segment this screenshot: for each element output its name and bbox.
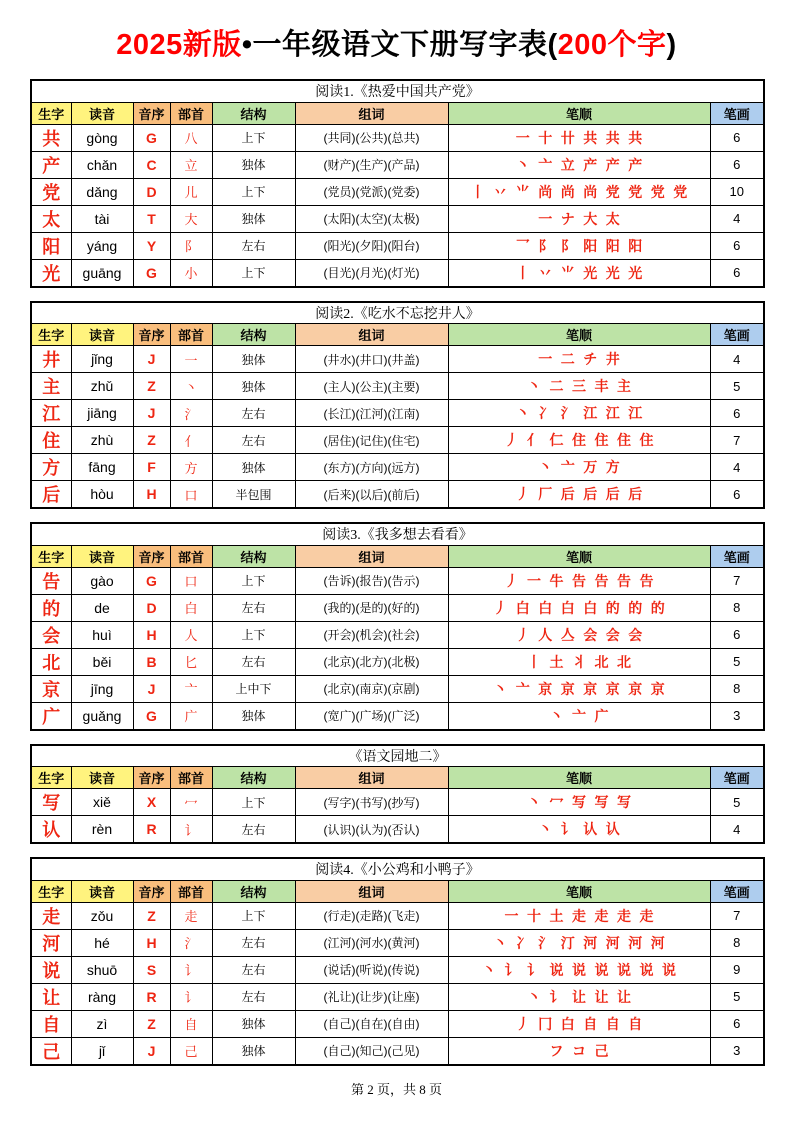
words-cell: (后来)(以后)(前后) [295,481,448,509]
pinyin-cell: zǒu [71,902,133,929]
structure-cell: 独体 [212,205,295,232]
strokes-cell: 丶 冫 氵 汀 河 河 河 河 [448,929,710,956]
table-row [31,454,764,481]
radical-cell: 白 [170,594,212,621]
column-header-count: 笔画 [710,545,764,567]
char-cell: 广 [31,702,71,730]
column-header-structure: 结构 [212,324,295,346]
title-middle: •一年级语文下册写字表( [241,29,558,61]
column-header-pinyin: 读音 [71,545,133,567]
pinyin-cell: zhǔ [71,373,133,400]
structure-cell: 左右 [212,648,295,675]
strokes-cell: 一 二 チ 井 [448,346,710,373]
column-header-row [31,545,764,567]
column-header-pinyin: 读音 [71,767,133,789]
count-cell: 5 [710,789,764,816]
char-cell: 阳 [31,232,71,259]
structure-cell: 独体 [212,346,295,373]
table-row [31,902,764,929]
char-cell: 写 [31,789,71,816]
column-header-char: 生字 [31,880,71,902]
initial-cell: X [133,789,170,816]
title-suffix: ) [666,29,677,61]
pinyin-cell: gòng [71,124,133,151]
pinyin-cell: yáng [71,232,133,259]
column-header-words: 组词 [295,880,448,902]
table-row [31,929,764,956]
table-row [31,427,764,454]
initial-cell: F [133,454,170,481]
words-cell: (东方)(方向)(远方) [295,454,448,481]
strokes-cell: 丶 亠 京 京 京 京 京 京 [448,675,710,702]
strokes-cell: 一 ナ 大 太 [448,205,710,232]
structure-cell: 左右 [212,232,295,259]
char-cell: 的 [31,594,71,621]
radical-cell: 己 [170,1037,212,1065]
char-cell: 共 [31,124,71,151]
radical-cell: 八 [170,124,212,151]
initial-cell: Z [133,427,170,454]
count-cell: 4 [710,205,764,232]
pinyin-cell: zì [71,1010,133,1037]
table-row [31,346,764,373]
table-row [31,151,764,178]
structure-cell: 半包围 [212,481,295,509]
count-cell: 8 [710,929,764,956]
count-cell: 7 [710,902,764,929]
table-row [31,983,764,1010]
char-cell: 告 [31,567,71,594]
structure-cell: 左右 [212,983,295,1010]
column-header-words: 组词 [295,545,448,567]
column-header-row [31,880,764,902]
count-cell: 6 [710,151,764,178]
strokes-cell: 丿 亻 仁 住 住 住 住 [448,427,710,454]
strokes-cell: 乛 阝 阝 阳 阳 阳 [448,232,710,259]
radical-cell: 氵 [170,929,212,956]
words-cell: (开会)(机会)(社会) [295,621,448,648]
table-row [31,567,764,594]
words-cell: (太阳)(太空)(太极) [295,205,448,232]
count-cell: 4 [710,454,764,481]
pinyin-cell: dǎng [71,178,133,205]
table-row [31,594,764,621]
column-header-strokes: 笔顺 [448,545,710,567]
char-cell: 后 [31,481,71,509]
initial-cell: S [133,956,170,983]
initial-cell: J [133,675,170,702]
structure-cell: 独体 [212,702,295,730]
column-header-strokes: 笔顺 [448,102,710,124]
count-cell: 5 [710,648,764,675]
words-cell: (目光)(月光)(灯光) [295,259,448,287]
words-cell: (北京)(南京)(京剧) [295,675,448,702]
initial-cell: J [133,400,170,427]
column-header-row [31,324,764,346]
column-header-row [31,102,764,124]
words-cell: (我的)(是的)(好的) [295,594,448,621]
char-cell: 太 [31,205,71,232]
structure-cell: 上下 [212,178,295,205]
radical-cell: 自 [170,1010,212,1037]
initial-cell: T [133,205,170,232]
count-cell: 4 [710,346,764,373]
structure-cell: 独体 [212,151,295,178]
count-cell: 4 [710,816,764,844]
count-cell: 9 [710,956,764,983]
char-cell: 自 [31,1010,71,1037]
pinyin-cell: ràng [71,983,133,1010]
char-cell: 走 [31,902,71,929]
char-cell: 让 [31,983,71,1010]
words-cell: (财产)(生产)(产品) [295,151,448,178]
structure-cell: 独体 [212,1037,295,1065]
table-row [31,259,764,287]
char-cell: 己 [31,1037,71,1065]
pinyin-cell: guāng [71,259,133,287]
char-cell: 井 [31,346,71,373]
pinyin-cell: guǎng [71,702,133,730]
char-cell: 河 [31,929,71,956]
column-header-count: 笔画 [710,767,764,789]
count-cell: 6 [710,481,764,509]
words-cell: (认识)(认为)(否认) [295,816,448,844]
radical-cell: 儿 [170,178,212,205]
strokes-cell: 丶 讠 让 让 让 [448,983,710,1010]
structure-cell: 上下 [212,789,295,816]
pinyin-cell: tài [71,205,133,232]
strokes-cell: 丿 厂 后 后 后 后 [448,481,710,509]
structure-cell: 上下 [212,124,295,151]
column-header-strokes: 笔顺 [448,880,710,902]
strokes-cell: 丿 一 牛 告 告 告 告 [448,567,710,594]
radical-cell: 一 [170,346,212,373]
words-cell: (江河)(河水)(黄河) [295,929,448,956]
count-cell: 5 [710,373,764,400]
char-cell: 认 [31,816,71,844]
table-row [31,1037,764,1065]
initial-cell: G [133,702,170,730]
radical-cell: 走 [170,902,212,929]
section-table [30,79,765,288]
column-header-initial: 音序 [133,102,170,124]
column-header-count: 笔画 [710,324,764,346]
table-row [31,373,764,400]
column-header-row [31,767,764,789]
column-header-strokes: 笔顺 [448,324,710,346]
count-cell: 10 [710,178,764,205]
initial-cell: H [133,621,170,648]
column-header-radical: 部首 [170,767,212,789]
words-cell: (井水)(井口)(井盖) [295,346,448,373]
section-heading: 阅读4.《小公鸡和小鸭子》 [31,858,764,880]
table-row [31,789,764,816]
pinyin-cell: hòu [71,481,133,509]
pinyin-cell: huì [71,621,133,648]
pinyin-cell: chǎn [71,151,133,178]
words-cell: (长江)(江河)(江南) [295,400,448,427]
column-header-initial: 音序 [133,880,170,902]
initial-cell: H [133,481,170,509]
table-row [31,400,764,427]
column-header-pinyin: 读音 [71,880,133,902]
column-header-count: 笔画 [710,880,764,902]
column-header-structure: 结构 [212,545,295,567]
structure-cell: 左右 [212,400,295,427]
column-header-structure: 结构 [212,880,295,902]
initial-cell: G [133,259,170,287]
strokes-cell: 丶 亠 立 产 产 产 [448,151,710,178]
pinyin-cell: jǐng [71,346,133,373]
column-header-radical: 部首 [170,880,212,902]
char-cell: 党 [31,178,71,205]
count-cell: 6 [710,621,764,648]
table-row [31,1010,764,1037]
section-heading: 阅读1.《热爱中国共产党》 [31,80,764,102]
words-cell: (告诉)(报告)(告示) [295,567,448,594]
pinyin-cell: jǐ [71,1037,133,1065]
radical-cell: 立 [170,151,212,178]
section-table [30,301,765,510]
structure-cell: 左右 [212,427,295,454]
count-cell: 5 [710,983,764,1010]
radical-cell: 阝 [170,232,212,259]
radical-cell: 人 [170,621,212,648]
table-row [31,956,764,983]
char-cell: 光 [31,259,71,287]
section-table [30,744,765,845]
count-cell: 3 [710,1037,764,1065]
char-cell: 会 [31,621,71,648]
column-header-char: 生字 [31,324,71,346]
count-cell: 6 [710,259,764,287]
strokes-cell: 丿 人 亼 会 会 会 [448,621,710,648]
char-cell: 北 [31,648,71,675]
structure-cell: 左右 [212,594,295,621]
section-heading: 《语文园地二》 [31,745,764,767]
words-cell: (自己)(知己)(己见) [295,1037,448,1065]
structure-cell: 上中下 [212,675,295,702]
words-cell: (说话)(听说)(传说) [295,956,448,983]
page-footer: 第 2 页，共 8 页 [350,1082,442,1097]
strokes-cell: 一 十 卄 共 共 共 [448,124,710,151]
radical-cell: 口 [170,481,212,509]
table-row [31,124,764,151]
words-cell: (阳光)(夕阳)(阳台) [295,232,448,259]
initial-cell: G [133,124,170,151]
char-cell: 主 [31,373,71,400]
column-header-char: 生字 [31,767,71,789]
char-cell: 产 [31,151,71,178]
initial-cell: B [133,648,170,675]
count-cell: 6 [710,124,764,151]
words-cell: (居住)(记住)(住宅) [295,427,448,454]
initial-cell: R [133,816,170,844]
strokes-cell: フ コ 己 [448,1037,710,1065]
char-cell: 住 [31,427,71,454]
initial-cell: H [133,929,170,956]
pinyin-cell: fāng [71,454,133,481]
radical-cell: 氵 [170,400,212,427]
table-row [31,621,764,648]
strokes-cell: 丶 冖 写 写 写 [448,789,710,816]
initial-cell: G [133,567,170,594]
initial-cell: Y [133,232,170,259]
pinyin-cell: běi [71,648,133,675]
table-row [31,205,764,232]
count-cell: 7 [710,567,764,594]
count-cell: 6 [710,232,764,259]
radical-cell: 口 [170,567,212,594]
words-cell: (自己)(自在)(自由) [295,1010,448,1037]
pinyin-cell: de [71,594,133,621]
count-cell: 6 [710,400,764,427]
column-header-initial: 音序 [133,767,170,789]
column-header-strokes: 笔顺 [448,767,710,789]
strokes-cell: 丨 丷 ⺌ 光 光 光 [448,259,710,287]
char-cell: 方 [31,454,71,481]
table-row [31,816,764,844]
strokes-cell: 丨 丷 ⺌ 尚 尚 尚 党 党 党 党 [448,178,710,205]
structure-cell: 独体 [212,373,295,400]
section-table [30,522,765,731]
initial-cell: C [133,151,170,178]
initial-cell: R [133,983,170,1010]
strokes-cell: 丶 讠 认 认 [448,816,710,844]
column-header-initial: 音序 [133,324,170,346]
initial-cell: J [133,1037,170,1065]
column-header-words: 组词 [295,767,448,789]
strokes-cell: 丿 冂 白 自 自 自 [448,1010,710,1037]
structure-cell: 左右 [212,929,295,956]
words-cell: (北京)(北方)(北极) [295,648,448,675]
page-title [30,22,763,63]
count-cell: 8 [710,675,764,702]
pinyin-cell: jiāng [71,400,133,427]
strokes-cell: 丶 二 三 丰 主 [448,373,710,400]
table-row [31,702,764,730]
count-cell: 7 [710,427,764,454]
column-header-structure: 结构 [212,767,295,789]
radical-cell: 亻 [170,427,212,454]
radical-cell: 讠 [170,983,212,1010]
pinyin-cell: xiě [71,789,133,816]
structure-cell: 独体 [212,1010,295,1037]
column-header-pinyin: 读音 [71,102,133,124]
table-row [31,232,764,259]
radical-cell: 方 [170,454,212,481]
radical-cell: 匕 [170,648,212,675]
count-cell: 8 [710,594,764,621]
words-cell: (共同)(公共)(总共) [295,124,448,151]
radical-cell: 大 [170,205,212,232]
initial-cell: J [133,346,170,373]
strokes-cell: 丶 亠 广 [448,702,710,730]
radical-cell: 讠 [170,816,212,844]
count-cell: 6 [710,1010,764,1037]
strokes-cell: 一 十 土 走 走 走 走 [448,902,710,929]
table-row [31,675,764,702]
column-header-radical: 部首 [170,324,212,346]
words-cell: (主人)(公主)(主要) [295,373,448,400]
char-cell: 京 [31,675,71,702]
initial-cell: D [133,178,170,205]
section-heading: 阅读3.《我多想去看看》 [31,523,764,545]
section-table [30,857,765,1066]
strokes-cell: 丶 讠 讠 说 说 说 说 说 说 [448,956,710,983]
initial-cell: Z [133,902,170,929]
table-row [31,648,764,675]
words-cell: (宽广)(广场)(广泛) [295,702,448,730]
count-cell: 3 [710,702,764,730]
column-header-count: 笔画 [710,102,764,124]
structure-cell: 上下 [212,259,295,287]
column-header-char: 生字 [31,102,71,124]
structure-cell: 上下 [212,567,295,594]
strokes-cell: 丨 土 丬 北 北 [448,648,710,675]
initial-cell: D [133,594,170,621]
words-cell: (礼让)(让步)(让座) [295,983,448,1010]
initial-cell: Z [133,1010,170,1037]
structure-cell: 上下 [212,621,295,648]
words-cell: (行走)(走路)(飞走) [295,902,448,929]
strokes-cell: 丿 白 白 白 白 的 的 的 [448,594,710,621]
column-header-structure: 结构 [212,102,295,124]
pinyin-cell: hé [71,929,133,956]
initial-cell: Z [133,373,170,400]
pinyin-cell: rèn [71,816,133,844]
structure-cell: 独体 [212,454,295,481]
radical-cell: 讠 [170,956,212,983]
column-header-char: 生字 [31,545,71,567]
table-row [31,481,764,509]
structure-cell: 左右 [212,816,295,844]
structure-cell: 左右 [212,956,295,983]
column-header-pinyin: 读音 [71,324,133,346]
pinyin-cell: zhù [71,427,133,454]
strokes-cell: 丶 冫 氵 江 江 江 [448,400,710,427]
pinyin-cell: gào [71,567,133,594]
table-row [31,178,764,205]
radical-cell: 小 [170,259,212,287]
title-highlight: 200个字 [557,29,667,61]
column-header-initial: 音序 [133,545,170,567]
column-header-words: 组词 [295,324,448,346]
words-cell: (党员)(党派)(党委) [295,178,448,205]
title-prefix: 2025新版 [116,29,242,61]
char-cell: 说 [31,956,71,983]
radical-cell: 亠 [170,675,212,702]
words-cell: (写字)(书写)(抄写) [295,789,448,816]
column-header-words: 组词 [295,102,448,124]
sections [30,79,763,1066]
structure-cell: 上下 [212,902,295,929]
char-cell: 江 [31,400,71,427]
column-header-radical: 部首 [170,102,212,124]
radical-cell: 冖 [170,789,212,816]
pinyin-cell: jīng [71,675,133,702]
column-header-radical: 部首 [170,545,212,567]
pinyin-cell: shuō [71,956,133,983]
radical-cell: 广 [170,702,212,730]
radical-cell: 丶 [170,373,212,400]
section-heading: 阅读2.《吃水不忘挖井人》 [31,302,764,324]
strokes-cell: 丶 亠 万 方 [448,454,710,481]
